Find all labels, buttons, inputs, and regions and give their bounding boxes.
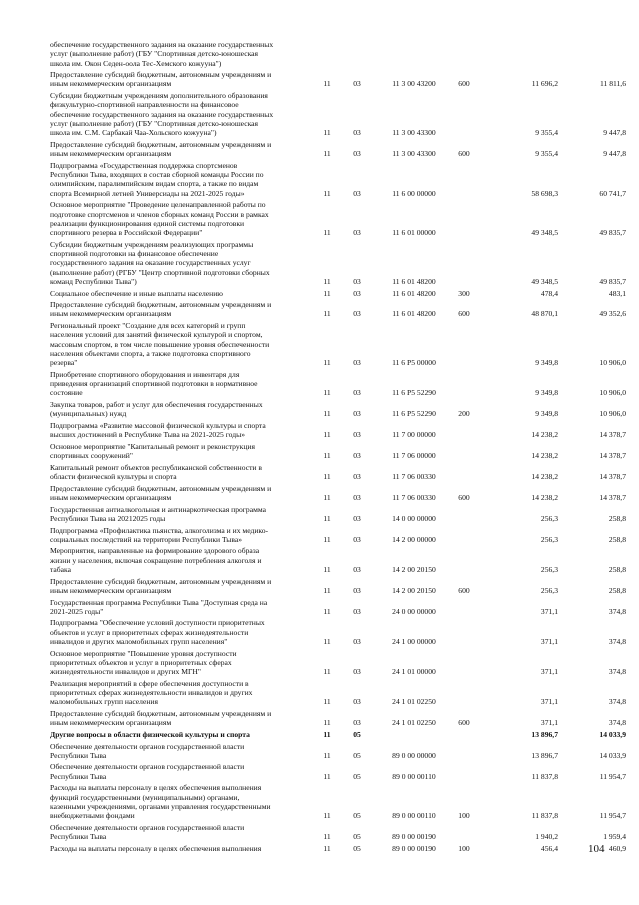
row-description: Обеспечение деятельности органов государственной власти Республики Тыва: [50, 762, 245, 781]
section-code: 11: [323, 636, 331, 646]
amount-year-1: 9 349,8: [535, 388, 558, 398]
row-description: Обеспечение деятельности органов государственной власти Республики Тыва: [50, 822, 245, 842]
row-description: Закупка товаров, работ и услуг для обеспечения государственных (муниципальных) нужд: [50, 400, 263, 419]
amount-year-2: 14 378,7: [599, 492, 626, 502]
row-description: Государственная антиалкогольная и антинаркотическая программа Республики Тыва на 20212025 годы: [50, 504, 267, 523]
row-description: Предоставление субсидий бюджетным, автономным учреждениям и иным некоммерческим организациям: [50, 70, 272, 89]
row-description: Капитальный ремонт объектов республиканской собственности в области физической культуры и спорта: [50, 462, 262, 482]
amount-year-2: 10 906,0: [599, 388, 626, 398]
table-row: [50, 822, 626, 842]
subsection-code: 03: [353, 409, 361, 419]
amount-year-2: 258,8: [608, 564, 626, 574]
section-code: 11: [323, 843, 331, 853]
target-article-code: 14 2 00 00000: [392, 534, 436, 544]
table-row: [50, 729, 626, 739]
row-description: Подпрограмма «Профилактика пьянства, алкоголизма и их медико- социальных последствий на территории Республики Тыва»: [50, 525, 269, 544]
row-description: Социальное обеспечение и иные выплаты населению: [50, 288, 223, 298]
subsection-code: 03: [353, 358, 361, 368]
section-code: 11: [323, 149, 331, 159]
table-row: [50, 709, 626, 728]
subsection-code: 03: [353, 288, 361, 298]
target-article-code: 24 0 00 00000: [392, 606, 436, 616]
amount-year-2: 9 447,8: [603, 149, 626, 159]
subsection-code: 05: [353, 750, 361, 760]
target-article-code: 11 6 01 48200: [392, 309, 436, 319]
target-article-code: 24 1 00 00000: [392, 636, 436, 646]
amount-year-1: 58 698,3: [531, 188, 558, 198]
section-code: 11: [323, 277, 331, 286]
amount-year-1: 256,3: [540, 534, 558, 544]
subsection-code: 03: [353, 188, 361, 198]
amount-year-1: 456,4: [540, 843, 558, 853]
table-row: [50, 762, 626, 781]
amount-year-2: 10 906,0: [599, 358, 626, 368]
table-row: [50, 618, 626, 646]
section-code: 11: [323, 697, 331, 707]
amount-year-1: 49 348,5: [531, 228, 558, 238]
amount-year-1: 371,1: [540, 718, 558, 728]
subsection-code: 05: [353, 843, 361, 853]
amount-year-2: 11 954,7: [599, 811, 626, 821]
target-article-code: 11 7 06 00330: [392, 472, 436, 482]
section-code: 11: [323, 288, 331, 298]
table-row: [50, 369, 626, 398]
expense-type-code: 100: [458, 843, 470, 853]
subsection-code: 03: [353, 277, 361, 286]
table-row: [50, 288, 626, 298]
table-row: [50, 40, 610, 68]
amount-year-1: 9 349,8: [535, 358, 558, 368]
amount-year-2: 258,8: [608, 513, 626, 523]
target-article-code: 11 6 01 48200: [392, 288, 436, 298]
amount-year-2: 49 352,6: [599, 309, 626, 319]
amount-year-1: 13 896,7: [531, 750, 558, 760]
target-article-code: 24 1 01 02250: [392, 697, 436, 707]
subsection-code: 03: [353, 228, 361, 238]
subsection-code: 03: [353, 472, 361, 482]
expense-type-code: 600: [458, 149, 470, 159]
amount-year-2: 11 954,7: [599, 771, 626, 781]
section-code: 11: [323, 513, 331, 523]
target-article-code: 11 6 P5 52290: [392, 388, 436, 398]
amount-year-2: 14 033,9: [599, 729, 626, 739]
subsection-code: 03: [353, 606, 361, 616]
amount-year-1: 14 238,2: [531, 472, 558, 482]
section-code: 11: [323, 388, 331, 398]
section-code: 11: [323, 358, 331, 368]
row-description: Подпрограмма «Развитие массовой физической культуры и спорта высших достижений в Республике Тыва на 2021-2025 годы»: [50, 421, 266, 440]
row-description: Другие вопросы в области физической культуры и спорта: [50, 729, 250, 739]
target-article-code: 11 6 00 00000: [392, 188, 436, 198]
amount-year-1: 48 870,1: [531, 309, 558, 319]
row-description: Предоставление субсидий бюджетным, автономным учреждениям и иным некоммерческим организациям: [50, 139, 272, 159]
row-description: Региональный проект "Создание для всех категорий и групп населения условий для занятий физической культурой и спортом, массовым спортом, в том числе повышение уровня обеспеченности населения объектами спорта, а также подготовка спортивного резерва": [50, 321, 270, 368]
table-row: [50, 70, 626, 89]
subsection-code: 03: [353, 149, 361, 159]
table-row: [50, 139, 626, 159]
table-row: [50, 300, 626, 319]
subsection-code: 05: [353, 729, 361, 739]
row-description: Предоставление субсидий бюджетным, автономным учреждениям и иным некоммерческим организациям: [50, 576, 272, 595]
table-row: [50, 504, 626, 524]
expense-type-code: 600: [458, 79, 470, 89]
target-article-code: 11 3 00 43300: [392, 149, 436, 159]
amount-year-1: 478,4: [540, 288, 558, 298]
amount-year-1: 371,1: [540, 697, 558, 707]
row-description: Мероприятия, направленные на формирование здорового образа жизни у населения, включая сокращение потребления алкоголя и табака: [50, 546, 262, 574]
target-article-code: 14 2 00 20150: [392, 564, 436, 574]
subsection-code: 03: [353, 513, 361, 523]
section-code: 11: [323, 606, 331, 616]
section-code: 11: [323, 430, 331, 440]
amount-year-2: 1 959,4: [603, 832, 626, 842]
row-description: Государственная программа Республики Тыва "Доступная среда на 2021-2025 годы": [50, 597, 268, 616]
section-code: 11: [323, 771, 331, 781]
section-code: 11: [323, 128, 331, 138]
expense-type-code: 100: [458, 811, 470, 821]
target-article-code: 89 0 00 00190: [392, 843, 436, 853]
expense-type-code: 600: [458, 309, 470, 319]
subsection-code: 05: [353, 771, 361, 781]
amount-year-2: 14 378,7: [599, 472, 626, 482]
target-article-code: 89 0 00 00000: [392, 750, 436, 760]
table-row: [50, 160, 626, 198]
amount-year-1: 9 355,4: [535, 149, 558, 159]
subsection-code: 03: [353, 492, 361, 502]
row-description: Приобретение спортивного оборудования и инвентаря для приведения организаций спортивной подготовки в нормативное состояние: [50, 369, 258, 398]
section-code: 11: [323, 832, 331, 842]
row-description: Субсидии бюджетным учреждениям дополнительного образования физкультурно-спортивной направленности на финансовое обеспечение государственного задания на оказание государственных услуг (выполнение работ) (ГБУ "Спортивная детско-юношеская школа им. С.М. Сарбакай Чаа-Хольского кожууна"): [50, 91, 274, 138]
section-code: 11: [323, 492, 331, 502]
amount-year-1: 11 837,8: [531, 811, 558, 821]
table-row: [50, 648, 626, 677]
amount-year-1: 256,3: [540, 513, 558, 523]
amount-year-2: 374,8: [608, 636, 626, 646]
table-row: [50, 843, 626, 853]
amount-year-1: 14 238,2: [531, 451, 558, 461]
amount-year-2: 14 378,7: [599, 451, 626, 461]
amount-year-2: 60 741,7: [599, 188, 626, 198]
section-code: 11: [323, 729, 331, 739]
section-code: 11: [323, 228, 331, 238]
amount-year-2: 374,8: [608, 667, 626, 677]
expense-type-code: 600: [458, 585, 470, 595]
amount-year-1: 256,3: [540, 564, 558, 574]
expense-type-code: 600: [458, 492, 470, 502]
target-article-code: 11 6 P5 00000: [392, 358, 436, 368]
subsection-code: 03: [353, 667, 361, 677]
amount-year-2: 374,8: [608, 718, 626, 728]
amount-year-1: 14 238,2: [531, 492, 558, 502]
subsection-code: 03: [353, 585, 361, 595]
table-row: [50, 525, 626, 545]
section-code: 11: [323, 811, 331, 821]
expense-type-code: 300: [458, 288, 470, 298]
row-description: Реализация мероприятий в сфере обеспечения доступности в приоритетных сферах жизнедеятельности инвалидов и других маломобильных групп населения: [50, 678, 253, 707]
row-description: Предоставление субсидий бюджетным, автономным учреждениям и иным некоммерческим организациям: [50, 300, 272, 319]
target-article-code: 11 7 00 00000: [392, 430, 436, 440]
subsection-code: 03: [353, 718, 361, 728]
table-row: [50, 576, 626, 596]
subsection-code: 03: [353, 451, 361, 461]
target-article-code: 89 0 00 00110: [392, 811, 436, 821]
amount-year-2: 10 906,0: [599, 409, 626, 419]
target-article-code: 11 6 01 48200: [392, 277, 436, 286]
row-description: Предоставление субсидий бюджетным, автономным учреждениям и иным некоммерческим организациям: [50, 483, 272, 502]
row-description: Обеспечение деятельности органов государственной власти Республики Тыва: [50, 741, 245, 760]
amount-year-2: 9 447,8: [603, 128, 626, 138]
table-row: [50, 741, 626, 761]
amount-year-2: 483,1: [608, 288, 626, 298]
target-article-code: 14 0 00 00000: [392, 513, 436, 523]
section-code: 11: [323, 534, 331, 544]
table-row: [50, 462, 626, 482]
table-row: [50, 400, 626, 419]
table-row: [50, 441, 626, 461]
target-article-code: 11 7 06 00000: [392, 451, 436, 461]
amount-year-2: 460,9: [608, 843, 626, 853]
row-description: Подпрограмма «Государственная поддержка спортсменов Республики Тыва, входящих в состав сборной команды России по олимпийским, паралимпийским видам спорта, а также по видам спорта Всемирной летней Универсиады на 2021-2025 годы»: [50, 160, 264, 198]
target-article-code: 24 1 01 00000: [392, 667, 436, 677]
amount-year-2: 11 811,6: [599, 79, 626, 89]
section-code: 11: [323, 750, 331, 760]
target-article-code: 89 0 00 00110: [392, 771, 436, 781]
section-code: 11: [323, 409, 331, 419]
table-row: [50, 321, 626, 368]
table-row: [50, 678, 626, 707]
table-row: [50, 200, 626, 238]
subsection-code: 03: [353, 128, 361, 138]
table-row: [50, 597, 626, 617]
amount-year-1: 371,1: [540, 667, 558, 677]
target-article-code: 14 2 00 20150: [392, 585, 436, 595]
section-code: 11: [323, 564, 331, 574]
subsection-code: 03: [353, 388, 361, 398]
table-row: [50, 783, 626, 821]
target-article-code: 89 0 00 00190: [392, 832, 436, 842]
target-article-code: 11 6 P5 52290: [392, 409, 436, 419]
amount-year-2: 258,8: [608, 534, 626, 544]
amount-year-2: 49 835,7: [599, 228, 626, 238]
table-row: [50, 546, 626, 574]
section-code: 11: [323, 451, 331, 461]
row-description: Предоставление субсидий бюджетным, автономным учреждениям и иным некоммерческим организациям: [50, 709, 272, 728]
row-description: Расходы на выплаты персоналу в целях обеспечения выполнения: [50, 843, 262, 853]
amount-year-1: 256,3: [540, 585, 558, 595]
amount-year-1: 9 355,4: [535, 128, 558, 138]
target-article-code: 24 1 01 02250: [392, 718, 436, 728]
amount-year-1: 9 349,8: [535, 409, 558, 419]
row-description: Расходы на выплаты персоналу в целях обеспечения выполнения функций государственными (муниципальными) органами, казенными учреждениями, органами управления государственными внебюджетными фондами: [50, 783, 271, 821]
subsection-code: 05: [353, 832, 361, 842]
target-article-code: 11 3 00 43200: [392, 79, 436, 89]
table-row: [50, 421, 626, 440]
amount-year-2: 14 378,7: [599, 430, 626, 440]
row-description: Основное мероприятие "Повышение уровня доступности приоритетных объектов и услуг в приоритетных сферах жизнедеятельности инвалидов и других МГН": [50, 648, 237, 677]
subsection-code: 03: [353, 564, 361, 574]
subsection-code: 03: [353, 309, 361, 319]
amount-year-1: 1 940,2: [535, 832, 558, 842]
target-article-code: 11 6 01 00000: [392, 228, 436, 238]
amount-year-1: 11 696,2: [531, 79, 558, 89]
table-row: [50, 91, 626, 138]
section-code: 11: [323, 188, 331, 198]
section-code: 11: [323, 472, 331, 482]
expense-type-code: 600: [458, 718, 470, 728]
section-code: 11: [323, 585, 331, 595]
row-description: Субсидии бюджетным учреждениям реализующих программы спортивной подготовки на финансовое обеспечение государственного задания на оказание государственных услуг (выполнение работ) (РГБУ "Центр спортивной подготовки сборных команд Республики Тыва"): [50, 239, 270, 286]
amount-year-2: 258,8: [608, 585, 626, 595]
subsection-code: 03: [353, 697, 361, 707]
subsection-code: 03: [353, 430, 361, 440]
row-description: Основное мероприятие "Капитальный ремонт и реконструкция спортивных сооружений": [50, 441, 255, 461]
amount-year-1: 371,1: [540, 606, 558, 616]
target-article-code: 11 7 06 00330: [392, 492, 436, 502]
section-code: 11: [323, 718, 331, 728]
table-row: [50, 239, 626, 287]
subsection-code: 05: [353, 811, 361, 821]
amount-year-1: 13 896,7: [531, 729, 558, 739]
amount-year-2: 49 835,7: [599, 277, 626, 286]
row-description: Подпрограмма "Обеспечение условий доступности приоритетных объектов и услуг в приоритетных сферах жизнедеятельности инвалидов и других маломобильных групп населения": [50, 618, 265, 646]
amount-year-1: 11 837,8: [531, 771, 558, 781]
section-code: 11: [323, 309, 331, 319]
amount-year-1: 49 348,5: [531, 277, 558, 286]
amount-year-1: 14 238,2: [531, 430, 558, 440]
section-code: 11: [323, 667, 331, 677]
row-description: обеспечение государственного задания на оказание государственных услуг (выполнение работ) (ГБУ "Спортивная детско-юношеская школа им. Окон Седен-оола Тес-Хемского кожууна"): [50, 40, 274, 68]
amount-year-1: 371,1: [540, 636, 558, 646]
row-description: Основное мероприятие "Проведение целенаправленной работы по подготовке спортсменов и членов сборных команд России в рамках реализации функционирования единой системы подготовки спортивного резерва в Российской Федерации": [50, 200, 269, 238]
subsection-code: 03: [353, 79, 361, 89]
subsection-code: 03: [353, 636, 361, 646]
amount-year-2: 14 033,9: [599, 750, 626, 760]
amount-year-2: 374,8: [608, 697, 626, 707]
page-number: 104: [588, 843, 605, 855]
amount-year-2: 374,8: [608, 606, 626, 616]
target-article-code: 11 3 00 43300: [392, 128, 436, 138]
section-code: 11: [323, 79, 331, 89]
subsection-code: 03: [353, 534, 361, 544]
table-row: [50, 483, 626, 503]
expense-type-code: 200: [458, 409, 470, 419]
